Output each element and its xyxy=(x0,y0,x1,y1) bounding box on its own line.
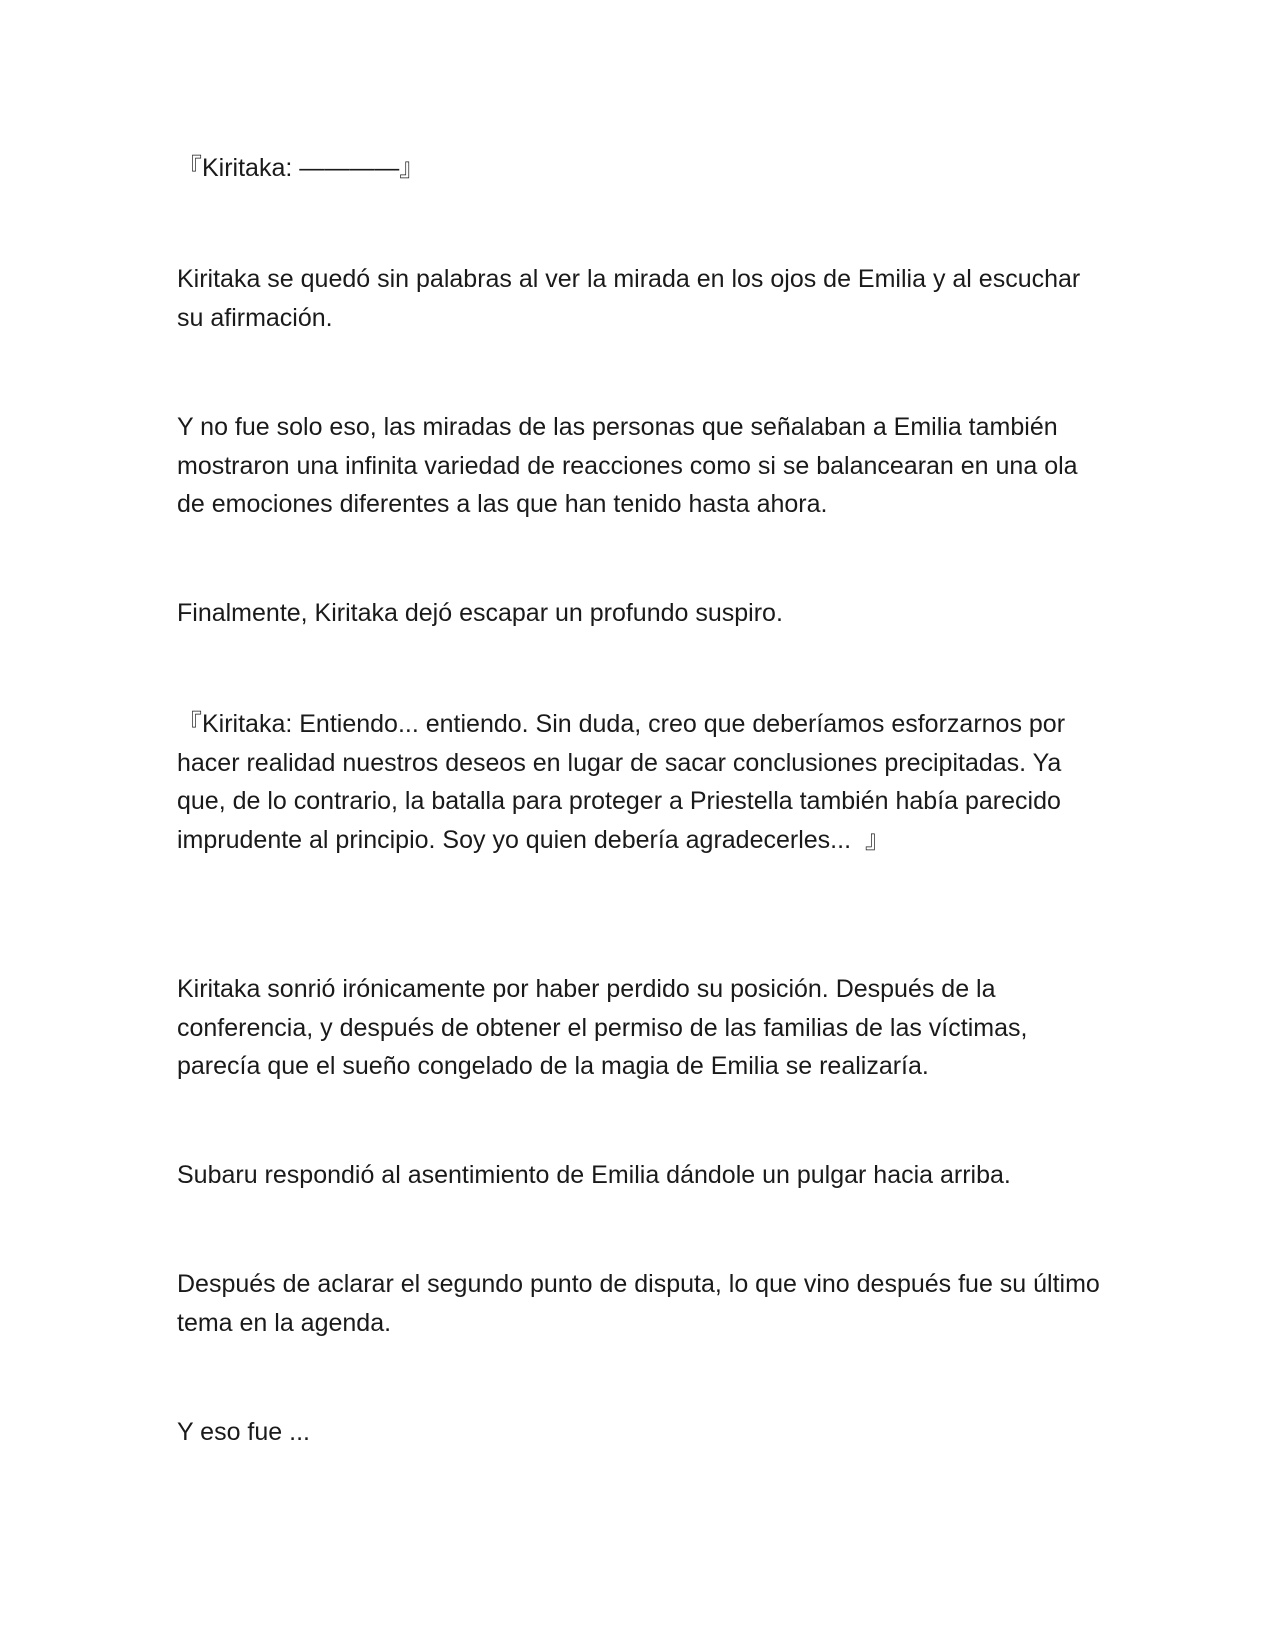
dialogue-line: 『Kiritaka: ————』 xyxy=(177,154,425,182)
narrative-paragraph: Kiritaka se quedó sin palabras al ver la mirada en los ojos de Emilia y al escuchar su afirmación. xyxy=(177,265,1088,332)
narrative-paragraph: Y no fue solo eso, las miradas de las personas que señalaban a Emilia también mostraron una infinita variedad de reacciones como si se balancearan en una ola de emociones diferentes a las que han tenido hasta ahora. xyxy=(177,413,1085,518)
dialogue-line: 『Kiritaka: Entiendo... entiendo. Sin duda, creo que deberíamos esforzarnos por hacer realidad nuestros deseos en lugar de sacar conclusiones precipitadas. Ya que, de lo contrario, la batalla para proteger a Priestella también había parecido imprudente al principio. Soy yo quien debería agradecerles... 』 xyxy=(177,710,1072,854)
narrative-paragraph: Después de aclarar el segundo punto de disputa, lo que vino después fue su último tema en la agenda. xyxy=(177,1270,1107,1337)
narrative-paragraph: Kiritaka sonrió irónicamente por haber perdido su posición. Después de la conferencia, y después de obtener el permiso de las familias de las víctimas, parecía que el sueño congelado de la magia de Emilia se realizaría. xyxy=(177,975,1035,1080)
narrative-paragraph: Y eso fue ... xyxy=(177,1418,310,1446)
narrative-paragraph: Subaru respondió al asentimiento de Emilia dándole un pulgar hacia arriba. xyxy=(177,1161,1011,1189)
narrative-paragraph: Finalmente, Kiritaka dejó escapar un profundo suspiro. xyxy=(177,599,783,627)
